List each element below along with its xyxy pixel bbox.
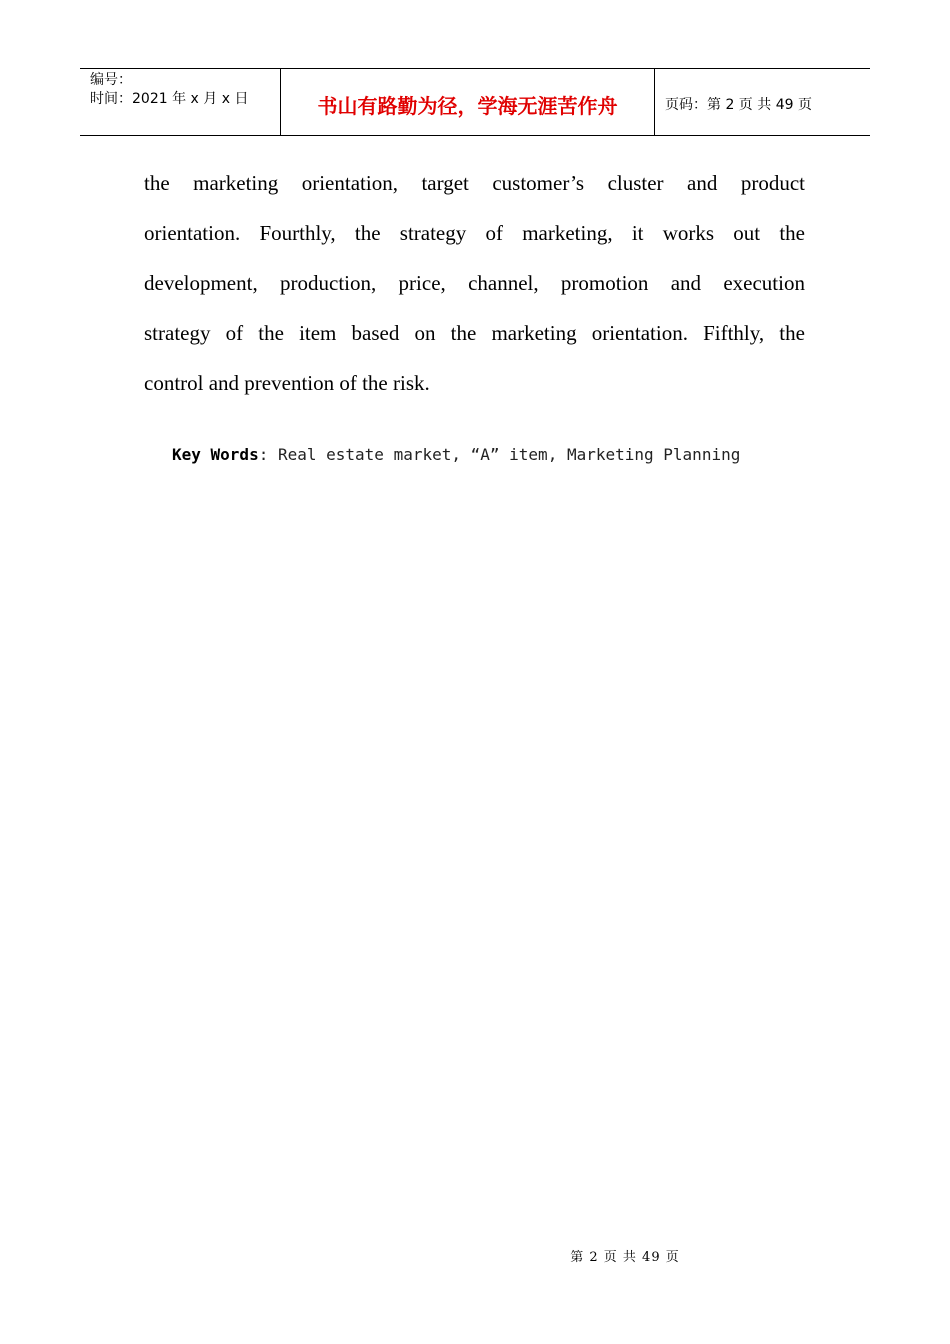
header-motto: 书山有路勤为径，学海无涯苦作舟 [281, 69, 655, 135]
body-word: customer’s [492, 171, 585, 195]
body-word: orientation. [591, 321, 688, 345]
body-word: orientation, [301, 171, 398, 195]
serial-number-label: 编号： [90, 72, 132, 88]
body-word: and [670, 271, 702, 295]
header-info-cell [80, 69, 281, 135]
body-word: product [740, 171, 805, 195]
body-word: Fifthly, [703, 321, 765, 345]
body-word: strategy [144, 321, 211, 345]
body-line [144, 258, 805, 308]
page-header [80, 68, 870, 136]
body-line [144, 208, 805, 258]
page-footer: 第 2 页 共 49 页 [570, 1250, 680, 1265]
body-word: marketing, [522, 221, 613, 245]
body-word: target [421, 171, 469, 195]
body-word: of [485, 221, 503, 245]
body-word: and [687, 171, 718, 195]
body-word: channel, [468, 271, 539, 295]
body-word: it [631, 221, 644, 245]
abstract-body [144, 158, 805, 408]
body-line [144, 358, 805, 408]
body-word: item [299, 321, 337, 345]
body-word: based [351, 321, 400, 345]
body-word: strategy [399, 221, 467, 245]
body-word: the [144, 171, 170, 195]
body-word: price, [398, 271, 446, 295]
header-page-info: 页码：第 2 页 共 49 页 [665, 97, 812, 113]
body-word: on [414, 321, 436, 345]
body-word: of [225, 321, 244, 345]
body-word: out [733, 221, 761, 245]
body-word: the [779, 321, 805, 345]
keywords-line [172, 445, 740, 464]
body-line [144, 158, 805, 208]
body-word: works [662, 221, 715, 245]
keywords-text: : Real estate market, “A” item, Marketing Planning [258, 445, 741, 464]
body-word: marketing [193, 171, 279, 195]
keywords-label: Key Words [172, 445, 259, 464]
body-word: cluster [607, 171, 664, 195]
body-word: orientation. [144, 221, 241, 245]
body-word: the [450, 321, 477, 345]
body-word: execution [723, 271, 805, 295]
body-word: the [354, 221, 381, 245]
body-word: development, [144, 271, 258, 295]
body-word: promotion [560, 271, 649, 295]
body-word: control and prevention of the risk. [144, 371, 430, 395]
date-label: 时间：2021 年 x 月 x 日 [90, 91, 249, 107]
body-word: the [779, 221, 805, 245]
body-word: Fourthly, [259, 221, 336, 245]
body-word: production, [280, 271, 377, 295]
body-word: the [258, 321, 284, 345]
body-word: marketing [491, 321, 577, 345]
body-line [144, 308, 805, 358]
